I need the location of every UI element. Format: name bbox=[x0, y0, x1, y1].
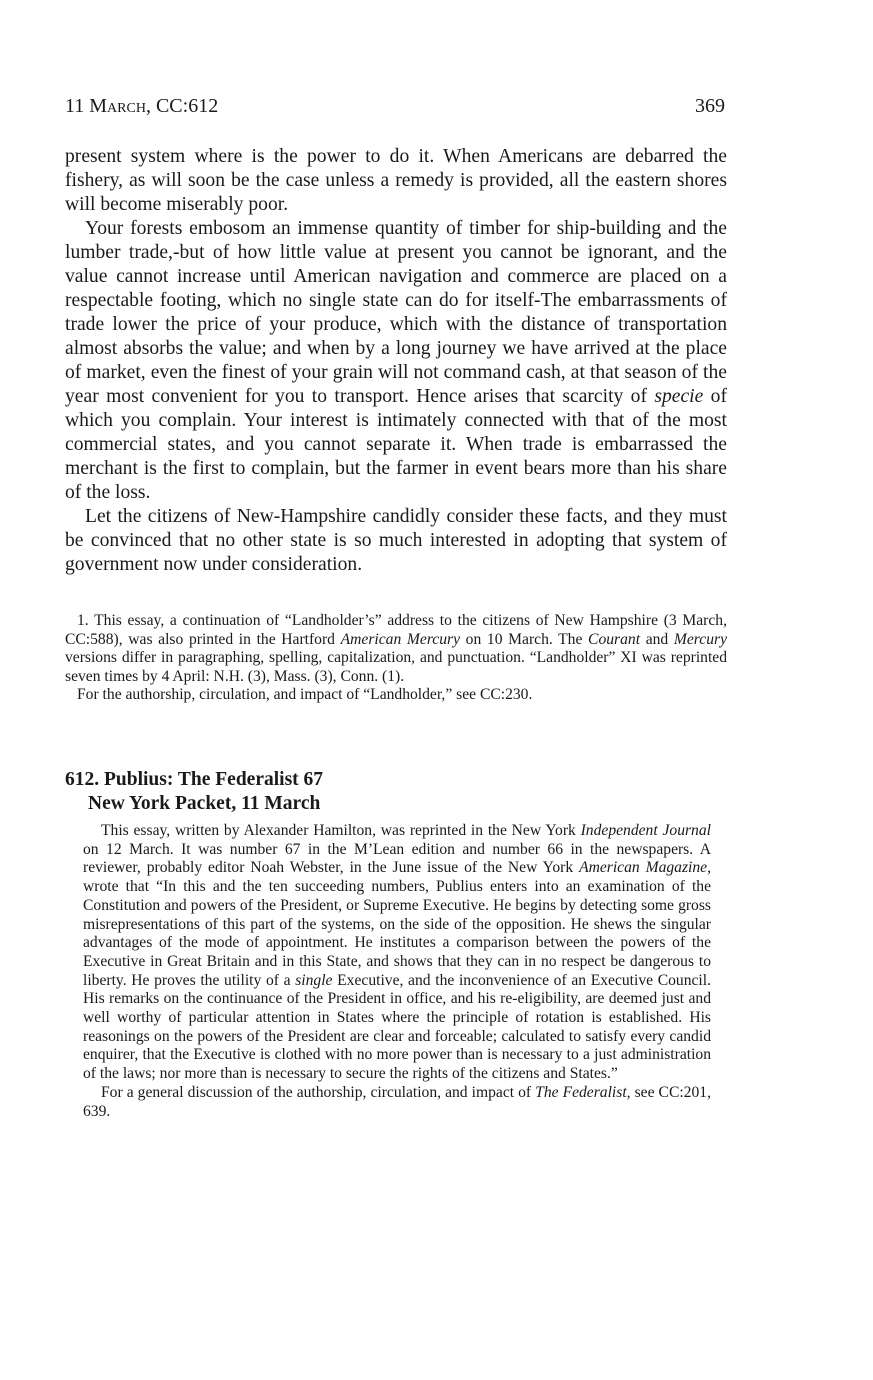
paragraph-continued: present system where is the power to do it. When Americans are debarred the fishery, as will soon be the case unless a remedy is provided, all the eastern shores will become miserably poor. bbox=[65, 146, 727, 215]
footnotes bbox=[65, 612, 727, 705]
document-title: 612. Publius: The Federalist 67 bbox=[65, 769, 324, 790]
running-head bbox=[65, 94, 725, 118]
footnote-reference: For the authorship, circulation, and impact of “Landholder,” see CC:230. bbox=[77, 686, 533, 704]
paragraph-citizens: Let the citizens of New-Hampshire candidly consider these facts, and they must be convinced that no other state is so much interested in adopting that system of government now under consideration. bbox=[65, 506, 727, 575]
italic-specie: specie bbox=[654, 386, 704, 407]
footnote-1: 1. This essay, a continuation of “Landholder’s” address to the citizens of New Hampshire (3 March, CC:588), was also printed in the Hartford American Mercury on 10 March. The Courant and Mercury versions differ in paragraphing, spelling, capitalization, and punctuation. “Landholder” XI was reprinted seven times by 4 April: N.H. (3), Mass. (3), Conn. (1). bbox=[65, 612, 727, 685]
document-heading bbox=[65, 768, 727, 816]
headnote-paragraph: This essay, written by Alexander Hamilton, was reprinted in the New York Independent Journal on 12 March. It was number 67 in the M’Lean edition and number 66 in the newspapers. A reviewer, probably editor Noah Webster, in the June issue of the New York American Magazine, wrote that “In this and the ten succeeding numbers, Publius enters into an examination of the Constitution and powers of the President, or Supreme Executive. He begins by detecting some gross misrepresentations of this part of the systems, on the side of the opposition. He shews the singular advantages of the mode of appointment. He institutes a comparison between the powers of the Executive in Great Britain and in this State, and shows that they can in no respect be dangerous to liberty. He proves the utility of a single Executive, and the inconvenience of an Executive Council. His remarks on the continuance of the President in office, and his re-eligibility, are deemed just and well worthy of particular attention in States where the principle of rotation is established. His reasonings on the powers of the President are clear and forceable; calculated to satisfy every candid enquirer, that the Executive is clothed with no more power than is necessary to a just administration of the laws; nor more than is necessary to secure the rights of the citizens and States.” bbox=[83, 822, 711, 1083]
running-head-left: 11 March, CC:612 bbox=[65, 95, 219, 117]
page-number: 369 bbox=[695, 95, 725, 117]
document-source: New York Packet, 11 March bbox=[88, 793, 321, 814]
running-head-month: March bbox=[89, 95, 146, 117]
headnote bbox=[83, 822, 711, 1121]
headnote-reference: For a general discussion of the authorship, circulation, and impact of The Federalist, see CC:201, 639. bbox=[83, 1083, 711, 1120]
paragraph-forests: Your forests embosom an immense quantity of timber for ship-building and the lumber trade,-but of how little value at present you cannot be ignorant, and the value cannot increase until American navigation and commerce are placed on a respectable footing, which no single state can do for itself-The embarrassments of trade lower the price of your produce, which with the distance of transportation almost absorbs the value; and when by a long journey we have arrived at the place of market, even the finest of your grain will not command cash, at that season of the year most convenient for you to transport. Hence arises that scarcity of specie of which you complain. Your interest is intimately connected with that of the most commercial states, and you cannot separate it. When trade is embarrassed the merchant is the first to complain, but the farmer in event bears more than his share of the loss. bbox=[65, 218, 727, 503]
main-text bbox=[65, 145, 727, 577]
